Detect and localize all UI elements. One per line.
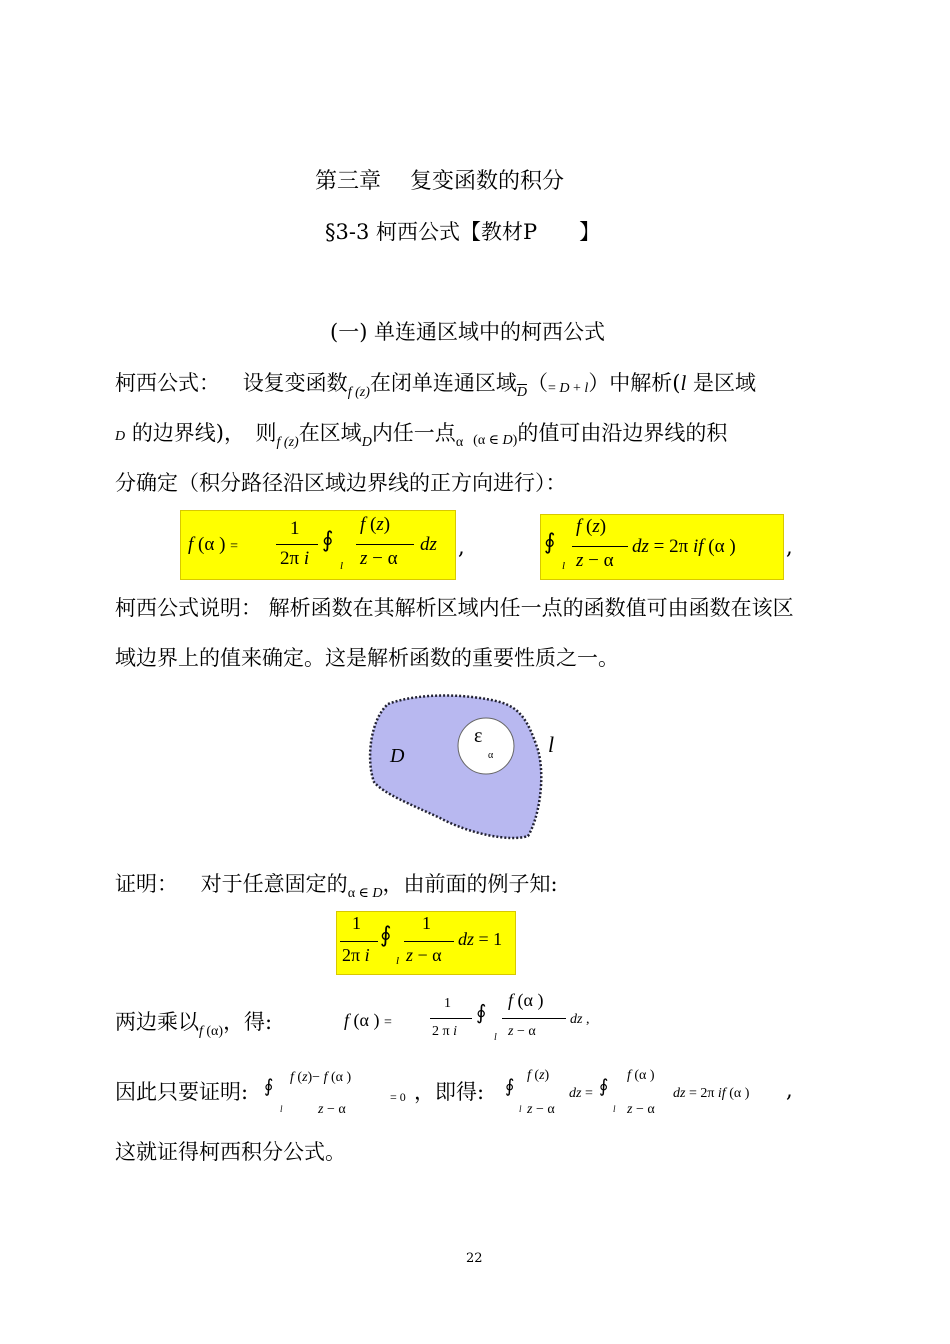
therefore-text1: 因此只要证明:: [115, 1080, 249, 1104]
subsection-title: (一) 单连通区域中的柯西公式: [330, 320, 606, 344]
math-fz: f (z): [276, 435, 299, 450]
explain-line2: 域边界上的值来确定。这是解析函数的重要性质之一。: [115, 646, 619, 670]
contour-integral-icon: ∮: [544, 530, 556, 555]
contour-integral-icon: ∮: [505, 1076, 515, 1097]
para1-text: 在闭单连通区域: [369, 371, 517, 395]
comma: ,: [786, 1078, 793, 1102]
difference-integral: ∮ l f (z)− f (α ) z − α = 0: [264, 1070, 406, 1117]
proof-text: 对于任意固定的: [200, 872, 348, 896]
page-number: 22: [466, 1251, 483, 1266]
comma: ,: [458, 535, 465, 559]
math-d-plus-l: = D + l: [547, 381, 589, 396]
conclusion: 这就证得柯西积分公式。: [115, 1140, 346, 1164]
para1-line1: [115, 367, 757, 400]
multiply-text: ，得:: [223, 1010, 273, 1034]
math-l: l: [680, 371, 687, 395]
math-alpha-in-d: α ∈ D: [347, 886, 383, 901]
multiply-text: 两边乘以: [115, 1010, 199, 1034]
alpha-label: α: [488, 750, 494, 761]
cauchy-integral: ∮ l f (z) z − α dz = 2π if (α ): [544, 516, 736, 572]
math-f-alpha: f (α): [199, 1024, 224, 1039]
para1-line2: [115, 417, 728, 450]
region-figure: [360, 690, 560, 845]
contour-integral-icon: ∮: [380, 923, 392, 948]
explain-line1: 柯西公式说明： 解析函数在其解析区域内任一点的函数值可由函数在该区: [115, 596, 794, 620]
para1-text: 在区域: [298, 421, 362, 445]
chapter-title: 第三章 复变函数的积分: [315, 169, 564, 194]
para1-text: 的边界线)， 则: [131, 421, 277, 445]
math-alpha: α: [455, 435, 464, 450]
epsilon-circle: [458, 718, 514, 774]
equivalent-integral: ∮ l f (z) z − α dz = ∮ l f (α ) z − α dz = 2π if (α ): [505, 1068, 750, 1117]
proof-label: 证明：: [115, 872, 178, 896]
multiplied-formula: f (α ) = 1 2 π i ∮ l f (α ) z − α dz ,: [344, 990, 590, 1043]
boundary-label: l: [548, 732, 555, 757]
contour-integral-icon: ∮: [599, 1076, 609, 1097]
para1-text: 是区域: [686, 371, 757, 395]
contour-integral-icon: ∮: [264, 1076, 274, 1097]
math-d: D: [361, 435, 372, 450]
contour-integral-icon: ∮: [322, 528, 334, 553]
multiply-line: [115, 1006, 273, 1039]
para1-text: ）中解析(: [588, 371, 681, 395]
epsilon-label: ε: [474, 725, 483, 747]
region-label: D: [390, 745, 405, 767]
para1-text: 设复变函数: [242, 371, 348, 395]
section-title: [325, 216, 600, 246]
therefore-text2: ，即得:: [414, 1080, 485, 1104]
contour-integral-icon: ∮: [476, 1000, 487, 1024]
math-dbar: D: [516, 385, 527, 400]
cauchy-formula-label: 柯西公式：: [115, 371, 220, 395]
math-fz: f (z): [347, 385, 370, 400]
math-alpha-in-d: (α ∈ D): [473, 433, 518, 448]
para1-text: 内任一点: [371, 421, 456, 445]
math-d: D: [115, 429, 126, 444]
unit-integral: 1 2π i ∮ l 1 z − α dz = 1: [342, 913, 503, 967]
proof-text: ，由前面的例子知:: [382, 872, 558, 896]
cauchy-formula: f (α ) = 1 2π i ∮ l f (z) z − α dz: [188, 514, 437, 572]
para1-text: 的值可由沿边界线的积: [517, 421, 728, 445]
comma: ,: [786, 535, 793, 559]
section-title-text: §3-3 柯西公式【教材P 】: [325, 220, 601, 244]
proof-line: [115, 868, 558, 901]
para1-text: （: [526, 371, 548, 395]
para1-line3: 分确定（积分路径沿区域边界线的正方向进行）：: [115, 471, 567, 495]
